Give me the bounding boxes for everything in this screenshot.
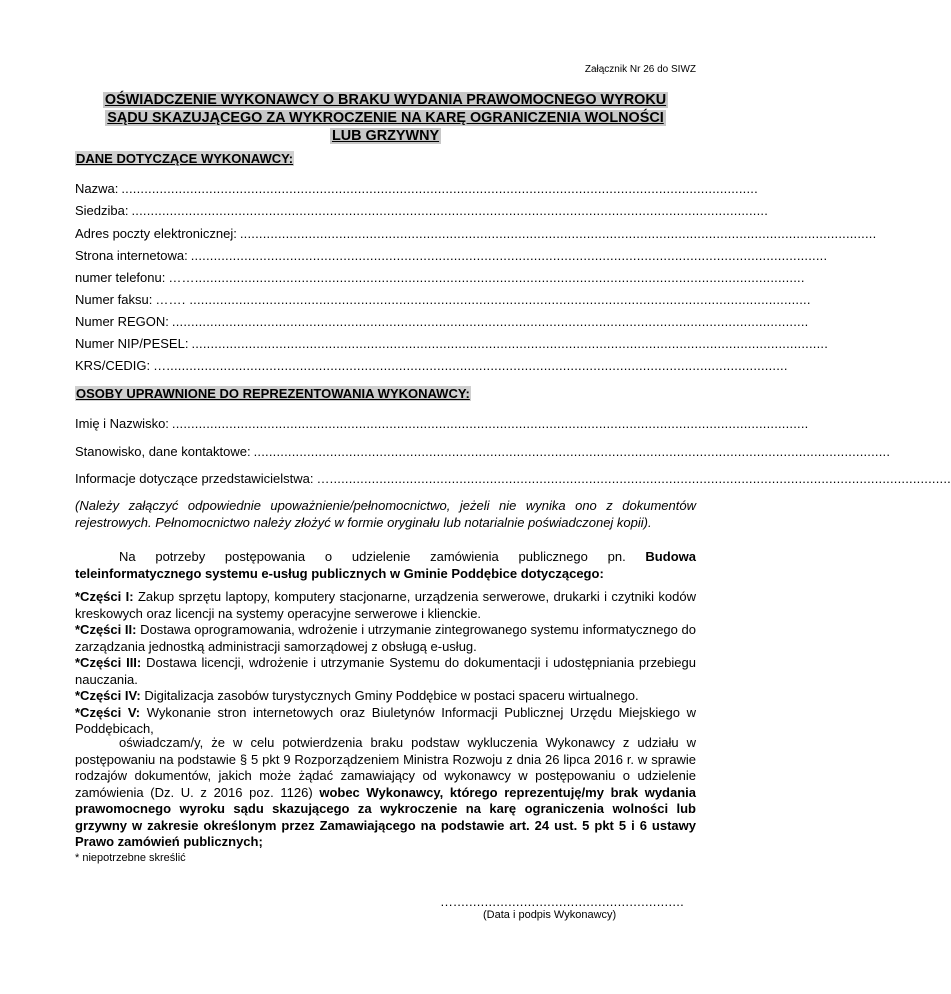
document-title [75,91,696,145]
part-item: *Części II: Dostawa oprogramowania, wdrożenie i utrzymanie zintegrowanego systemu informatycznego do zarządzania jednostką administracji samorządowej z obsługą e-usług. [75,622,696,654]
procedure-paragraph [75,549,696,582]
field-website: Strona internetowa: ....................................................................................................................................................................... [75,248,828,263]
declaration-text: oświadczam/y, że w celu potwierdzenia braku podstaw wykluczenia Wykonawcy z udziału w postępowaniu na podstawie § 5 pkt 9 Rozporządzeniem Ministra Rozwoju z dnia 26 lipca 2016 r. w sprawie rodzajów dokumentów, jakich może żądać zamawiający od wykonawcy w postępowaniu o udzielenie zamówienia (Dz. U. z 2016 poz. 1126) [75,735,696,800]
field-krs-cedig: KRS/CEDIG: …................................................................................................................................................................... [75,358,788,373]
title-line-2: SĄDU SKAZUJĄCEGO ZA WYKROCZENIE NA KARĘ OGRANICZENIA WOLNOŚCI [107,110,664,126]
contractor-heading: DANE DOTYCZĄCE WYKONAWCY: [76,151,294,166]
field-nip-pesel: Numer NIP/PESEL: ....................................................................................................................................................................... [75,336,829,351]
part-item: *Części I: Zakup sprzętu laptopy, komputery stacjonarne, urządzenia serwerowe, drukarki i czytniki kodów kreskowych oraz licencji na systemy operacyjne serwerowe i klienckie. [75,589,696,621]
field-phone: numer telefonu: ……................................................................................................................................................................ [75,270,805,285]
field-name: Nazwa: ....................................................................................................................................................................... [75,181,758,196]
procedure-lead: Na potrzeby postępowania o udzielenie zamówienia publicznego pn. [119,549,626,564]
field-full-name: Imię i Nazwisko: ....................................................................................................................................................................... [75,416,809,431]
title-line-3: LUB GRZYWNY [331,128,440,144]
part-item: *Części IV: Digitalizacja zasobów turystycznych Gminy Poddębice w postaci spaceru wirtualnego. [75,688,639,703]
field-representation-info: Informacje dotyczące przedstawicielstwa: …................................................................................................................................................................... [75,471,951,486]
declaration-bold-text: wobec Wykonawcy, którego reprezentuję/my brak wydania prawomocnego wyroku sądu skazującego za wykroczenie na karę ograniczenia wolności lub grzywny w zakresie określonym przez Zamawiającego na podstawie art. 24 ust. 5 pkt 5 i 6 ustawy Prawo zamówień publicznych; [75,784,696,849]
part-item: *Części V: Wykonanie stron internetowych oraz Biuletynów Informacji Publicznej Urzędu Miejskiego w Poddębicach, [75,704,696,736]
field-position-contact: Stanowisko, dane kontaktowe: ....................................................................................................................................................................... [75,444,891,459]
annex-label: Załącznik Nr 26 do SIWZ [584,64,696,75]
representatives-heading: OSOBY UPRAWNIONE DO REPREZENTOWANIA WYKONAWCY: [76,386,470,401]
signature-line: …........................................................... [440,894,685,909]
parts-list [75,589,696,738]
title-line-1: OŚWIADCZENIE WYKONAWCY O BRAKU WYDANIA PRAWOMOCNEGO WYROKU [104,92,667,108]
field-fax: Numer faksu: ……. ................................................................................................................................................................... [75,292,811,307]
declaration-paragraph [75,735,696,851]
authorization-note: (Należy załączyć odpowiednie upoważnienie/pełnomocnictwo, jeżeli nie wynika ono z dokumentów rejestrowych. Pełnomocnictwo należy złożyć w formie oryginału lub notarialnie poświadczonej kopii). [75,498,696,530]
field-regon: Numer REGON: ....................................................................................................................................................................... [75,314,809,329]
footnote: * niepotrzebne skreślić [75,852,186,864]
part-item: *Części III: Dostawa licencji, wdrożenie i utrzymanie Systemu do dokumentacji i udostępniania przebiegu nauczania. [75,655,696,687]
field-email: Adres poczty elektronicznej: ....................................................................................................................................................................... [75,226,877,241]
procedure-name: Budowa teleinformatycznego systemu e-usług publicznych w Gminie Poddębice dotyczącego: [75,549,696,581]
field-seat: Siedziba: ....................................................................................................................................................................... [75,203,769,218]
signature-label: (Data i podpis Wykonawcy) [483,909,617,921]
